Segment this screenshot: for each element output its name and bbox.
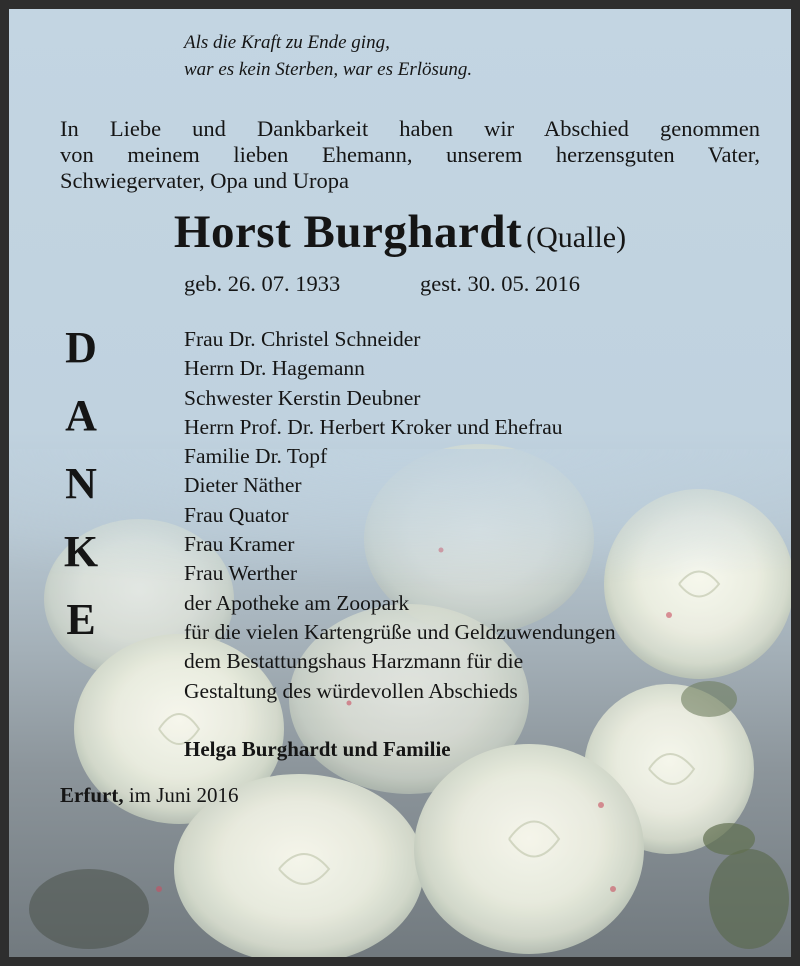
danke-letter: E bbox=[66, 595, 96, 644]
death-date: gest. 30. 05. 2016 bbox=[420, 271, 580, 296]
birth-date: geb. 26. 07. 1933 bbox=[184, 271, 341, 296]
thanks-item: Familie Dr. Topf bbox=[184, 444, 328, 469]
thanks-item: Frau Kramer bbox=[184, 532, 295, 557]
danke-letter: K bbox=[63, 527, 99, 576]
intro-line-1: In Liebe und Dankbarkeit haben wir Abschied genommen bbox=[60, 116, 760, 141]
intro-line-2: von meinem lieben Ehemann, unserem herzensguten Vater, bbox=[60, 142, 760, 167]
thanks-item: dem Bestattungshaus Harzmann für die bbox=[184, 649, 524, 674]
date: im Juni 2016 bbox=[128, 783, 239, 807]
deceased-fullname: Horst Burghardt bbox=[173, 206, 523, 258]
thanks-item: Frau Quator bbox=[184, 502, 289, 527]
thanks-item: Gestaltung des würdevollen Abschieds bbox=[184, 678, 518, 703]
thanks-item: Frau Dr. Christel Schneider bbox=[184, 327, 421, 351]
place-date bbox=[60, 783, 239, 808]
thanks-item: Schwester Kerstin Deubner bbox=[184, 385, 421, 410]
danke-letter: N bbox=[65, 459, 97, 508]
thanks-item: Herrn Prof. Dr. Herbert Kroker und Ehefrau bbox=[184, 414, 563, 439]
intro-line-3: Schwiegervater, Opa und Uropa bbox=[60, 168, 349, 193]
motto-line-2: war es kein Sterben, war es Erlösung. bbox=[184, 59, 473, 80]
thanks-item: Herrn Dr. Hagemann bbox=[184, 356, 365, 381]
intro-text bbox=[60, 116, 760, 194]
place: Erfurt, bbox=[60, 783, 124, 807]
thanks-item: Frau Werther bbox=[184, 561, 298, 586]
danke-letter: D bbox=[65, 323, 97, 372]
thanks-item: für die vielen Kartengrüße und Geldzuwendungen bbox=[184, 619, 616, 644]
danke-letter: A bbox=[65, 391, 97, 440]
thanks-item: der Apotheke am Zoopark bbox=[184, 590, 410, 615]
motto-line-1: Als die Kraft zu Ende ging, bbox=[184, 32, 390, 53]
deceased-name bbox=[9, 205, 791, 259]
signature: Helga Burghardt und Familie bbox=[184, 737, 451, 761]
thanks-item: Dieter Näther bbox=[184, 473, 302, 498]
deceased-nickname: (Qualle) bbox=[526, 221, 627, 254]
thanks-list bbox=[184, 325, 616, 706]
